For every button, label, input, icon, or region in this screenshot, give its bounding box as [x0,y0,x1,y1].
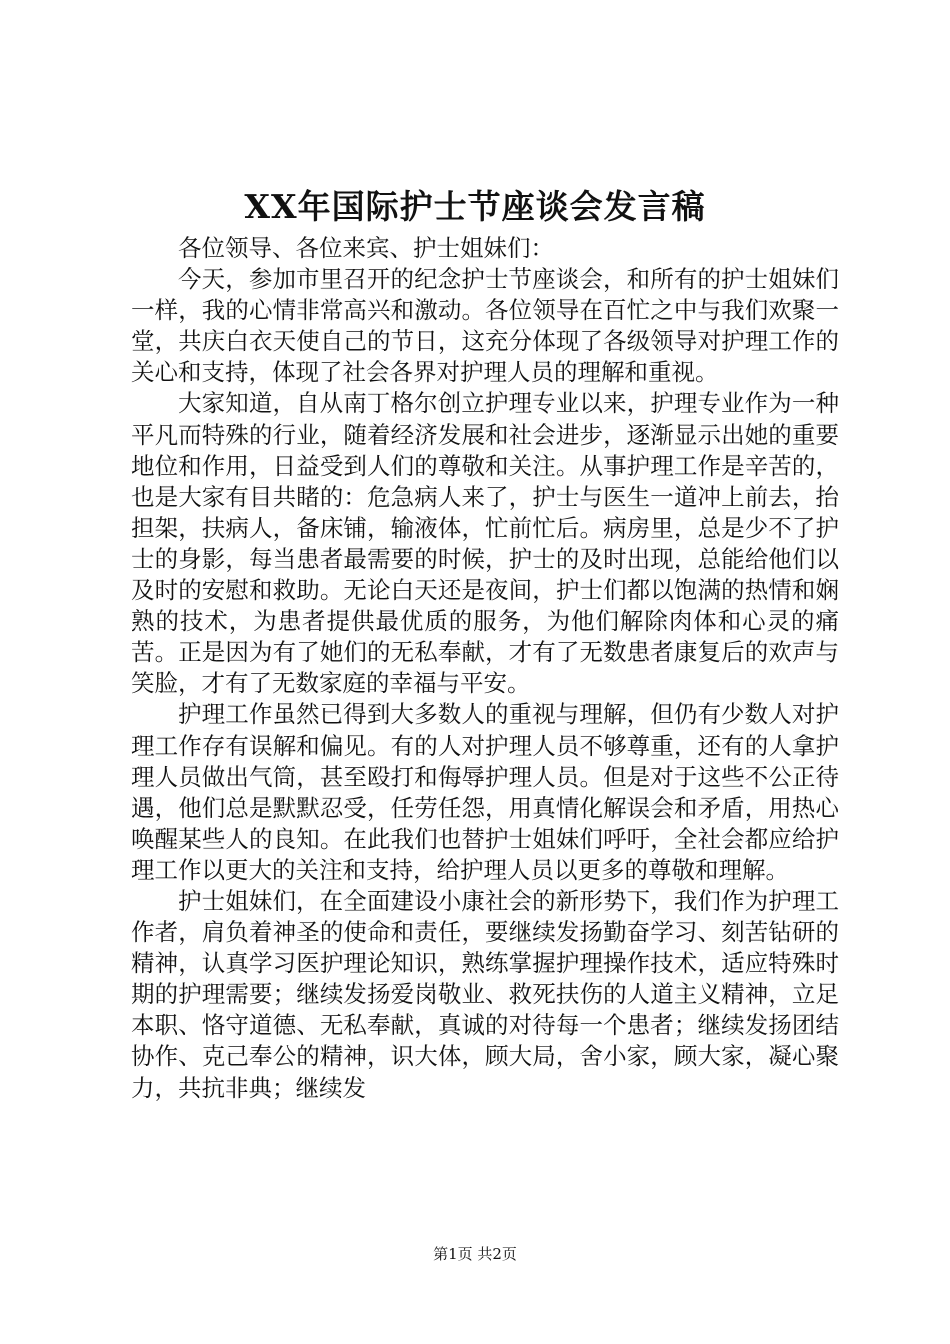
body-paragraph: 大家知道，自从南丁格尔创立护理专业以来，护理专业作为一种平凡而特殊的行业，随着经济发展和社会进步，逐渐显示出她的重要地位和作用，日益受到人们的尊敬和关注。从事护理工作是辛苦的，也是大家有目共睹的：危急病人来了，护士与医生一道冲上前去，抬担架，扶病人，备床铺，输液体，忙前忙后。病房里，总是少不了护士的身影，每当患者最需要的时候，护士的及时出现，总能给他们以及时的安慰和救助。无论白天还是夜间，护士们都以饱满的热情和娴熟的技术，为患者提供最优质的服务，为他们解除肉体和心灵的痛苦。正是因为有了她们的无私奉献，才有了无数患者康复后的欢声与笑脸，才有了无数家庭的幸福与平安。 [131,389,839,698]
page-title: XX年国际护士节座谈会发言稿 [244,187,706,226]
page-footer: 第1页 共2页 [433,1245,517,1263]
body-paragraph: 今天，参加市里召开的纪念护士节座谈会，和所有的护士姐妹们一样，我的心情非常高兴和激动。各位领导在百忙之中与我们欢聚一堂，共庆白衣天使自己的节日，这充分体现了各级领导对护理工作的关心和支持，体现了社会各界对护理人员的理解和重视。 [131,265,839,387]
document-body [131,233,839,1104]
body-paragraph: 护士姐妹们，在全面建设小康社会的新形势下，我们作为护理工作者，肩负着神圣的使命和责任，要继续发扬勤奋学习、刻苦钻研的精神，认真学习医护理论知识，熟练掌握护理操作技术，适应特殊时期的护理需要；继续发扬爱岗敬业、救死扶伤的人道主义精神，立足本职、恪守道德、无私奉献，真诚的对待每一个患者；继续发扬团结协作、克己奉公的精神，识大体，顾大局，舍小家，顾大家，凝心聚力，共抗非典；继续发 [131,886,839,1102]
salutation-paragraph: 各位领导、各位来宾、护士姐妹们： [178,234,554,262]
body-paragraph: 护理工作虽然已得到大多数人的重视与理解，但仍有少数人对护理工作存有误解和偏见。有的人对护理人员不够尊重，还有的人拿护理人员做出气筒，甚至殴打和侮辱护理人员。但是对于这些不公正待遇，他们总是默默忍受，任劳任怨，用真情化解误会和矛盾，用热心唤醒某些人的良知。在此我们也替护士姐妹们呼吁，全社会都应给护理工作以更大的关注和支持，给护理人员以更多的尊敬和理解。 [131,700,839,884]
